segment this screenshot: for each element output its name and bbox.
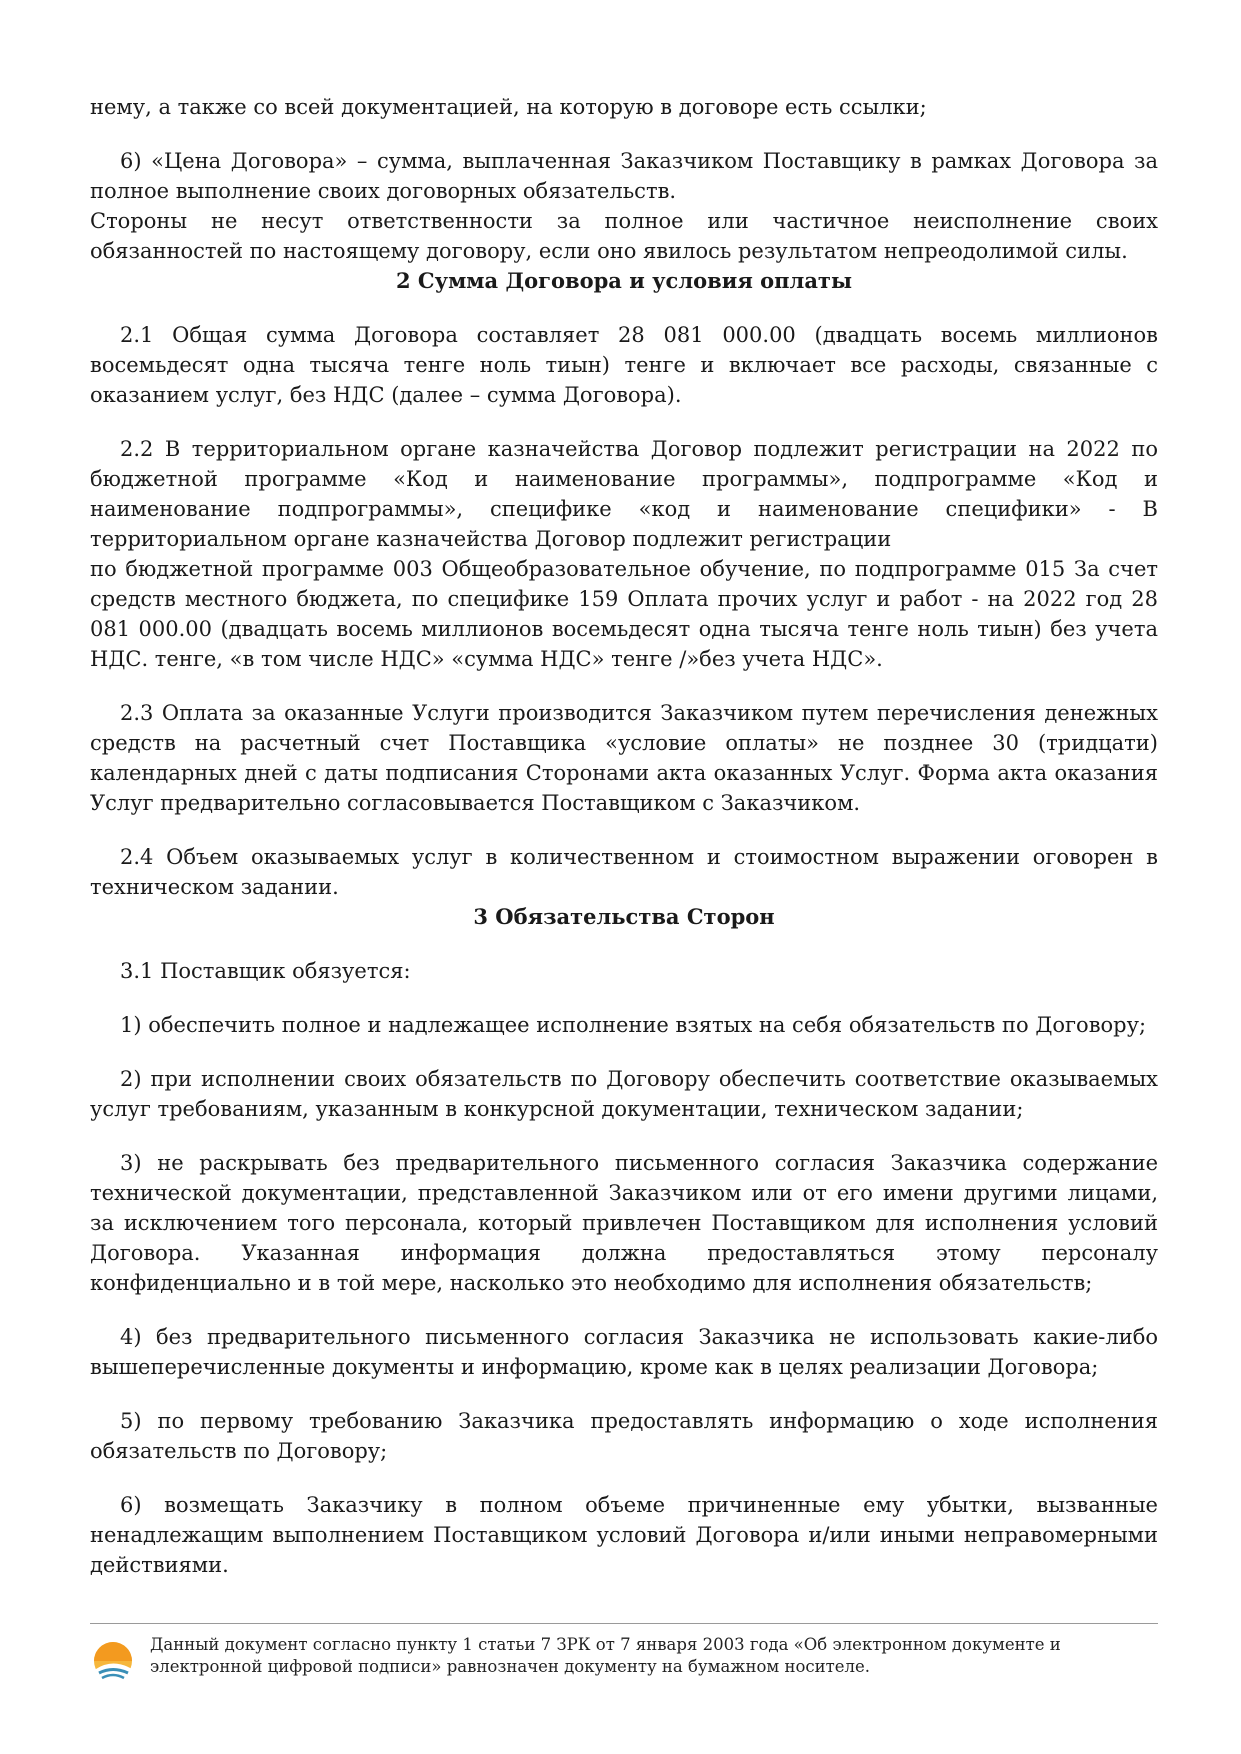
definition-contract-price: 6) «Цена Договора» – сумма, выплаченная Заказчиком Поставщику в рамках Договора за полное выполнение своих договорных обязательств. bbox=[90, 149, 1158, 203]
clause-3-1: 3.1 Поставщик обязуется: bbox=[120, 959, 411, 983]
obligation-3: 3) не раскрывать без предварительного письменного согласия Заказчика содержание технической документации, представленной Заказчиком или от его имени другими лицами, за исключением того персонала, который привлечен Поставщиком для исполнения условий Договора. Указанная информация должна предоставляться этому персоналу конфиденциально и в той мере, насколько это необходимо для исполнения обязательств; bbox=[90, 1151, 1158, 1295]
paragraph-continuation: нему, а также со всей документацией, на которую в договоре есть ссылки; bbox=[90, 95, 927, 119]
page-footer bbox=[90, 1623, 1158, 1682]
clause-2-2-part-1: 2.2 В территориальном органе казначейства Договор подлежит регистрации на 2022 по бюджетной программе «Код и наименование программы», подпрограмме «Код и наименование подпрограммы», специфике «код и наименование специфики» - В территориальном органе казначейства Договор подлежит регистрации bbox=[90, 437, 1158, 551]
clause-2-3: 2.3 Оплата за оказанные Услуги производится Заказчиком путем перечисления денежных средств на расчетный счет Поставщика «условие оплаты» не позднее 30 (тридцати) календарных дней с даты подписания Сторонами акта оказанных Услуг. Форма акта оказания Услуг предварительно согласовывается Поставщиком с Заказчиком. bbox=[90, 701, 1158, 815]
footer-legal-text: Данный документ согласно пункту 1 статьи 7 ЗРК от 7 января 2003 года «Об электронном документе и электронной цифровой подписи» равнозначен документу на бумажном носителе. bbox=[150, 1635, 1061, 1676]
obligation-2: 2) при исполнении своих обязательств по Договору обеспечить соответствие оказываемых услуг требованиям, указанным в конкурсной документации, техническом задании; bbox=[90, 1067, 1158, 1121]
section-heading-2: 2 Сумма Договора и условия оплаты bbox=[395, 268, 852, 293]
clause-2-4: 2.4 Объем оказываемых услуг в количественном и стоимостном выражении оговорен в техническом задании. bbox=[90, 845, 1158, 899]
clause-2-2-part-2: по бюджетной программе 003 Общеобразовательное обучение, по подпрограмме 015 За счет средств местного бюджета, по специфике 159 Оплата прочих услуг и работ - на 2022 год 28 081 000.00 (двадцать восемь миллионов восемьдесят одна тысяча тенге ноль тиын) без учета НДС. тенге, «в том числе НДС» «сумма НДС» тенге /»без учета НДС». bbox=[90, 557, 1158, 671]
document-body bbox=[90, 92, 1158, 1580]
obligation-5: 5) по первому требованию Заказчика предоставлять информацию о ходе исполнения обязательств по Договору; bbox=[90, 1409, 1158, 1463]
force-majeure-clause: Стороны не несут ответственности за полное или частичное неисполнение своих обязанностей по настоящему договору, если оно явилось результатом непреодолимой силы. bbox=[90, 209, 1158, 263]
egov-sun-logo-icon bbox=[90, 1636, 136, 1682]
obligation-4: 4) без предварительного письменного согласия Заказчика не использовать какие-либо вышеперечисленные документы и информацию, кроме как в целях реализации Договора; bbox=[90, 1325, 1158, 1379]
section-heading-3: 3 Обязательства Сторон bbox=[473, 904, 775, 929]
clause-2-1: 2.1 Общая сумма Договора составляет 28 081 000.00 (двадцать восемь миллионов восемьдесят одна тысяча тенге ноль тиын) тенге и включает все расходы, связанные с оказанием услуг, без НДС (далее – сумма Договора). bbox=[90, 323, 1158, 407]
obligation-1: 1) обеспечить полное и надлежащее исполнение взятых на себя обязательств по Договору; bbox=[120, 1013, 1147, 1037]
obligation-6: 6) возмещать Заказчику в полном объеме причиненные ему убытки, вызванные ненадлежащим выполнением Поставщиком условий Договора и/или иными неправомерными действиями. bbox=[90, 1493, 1158, 1577]
